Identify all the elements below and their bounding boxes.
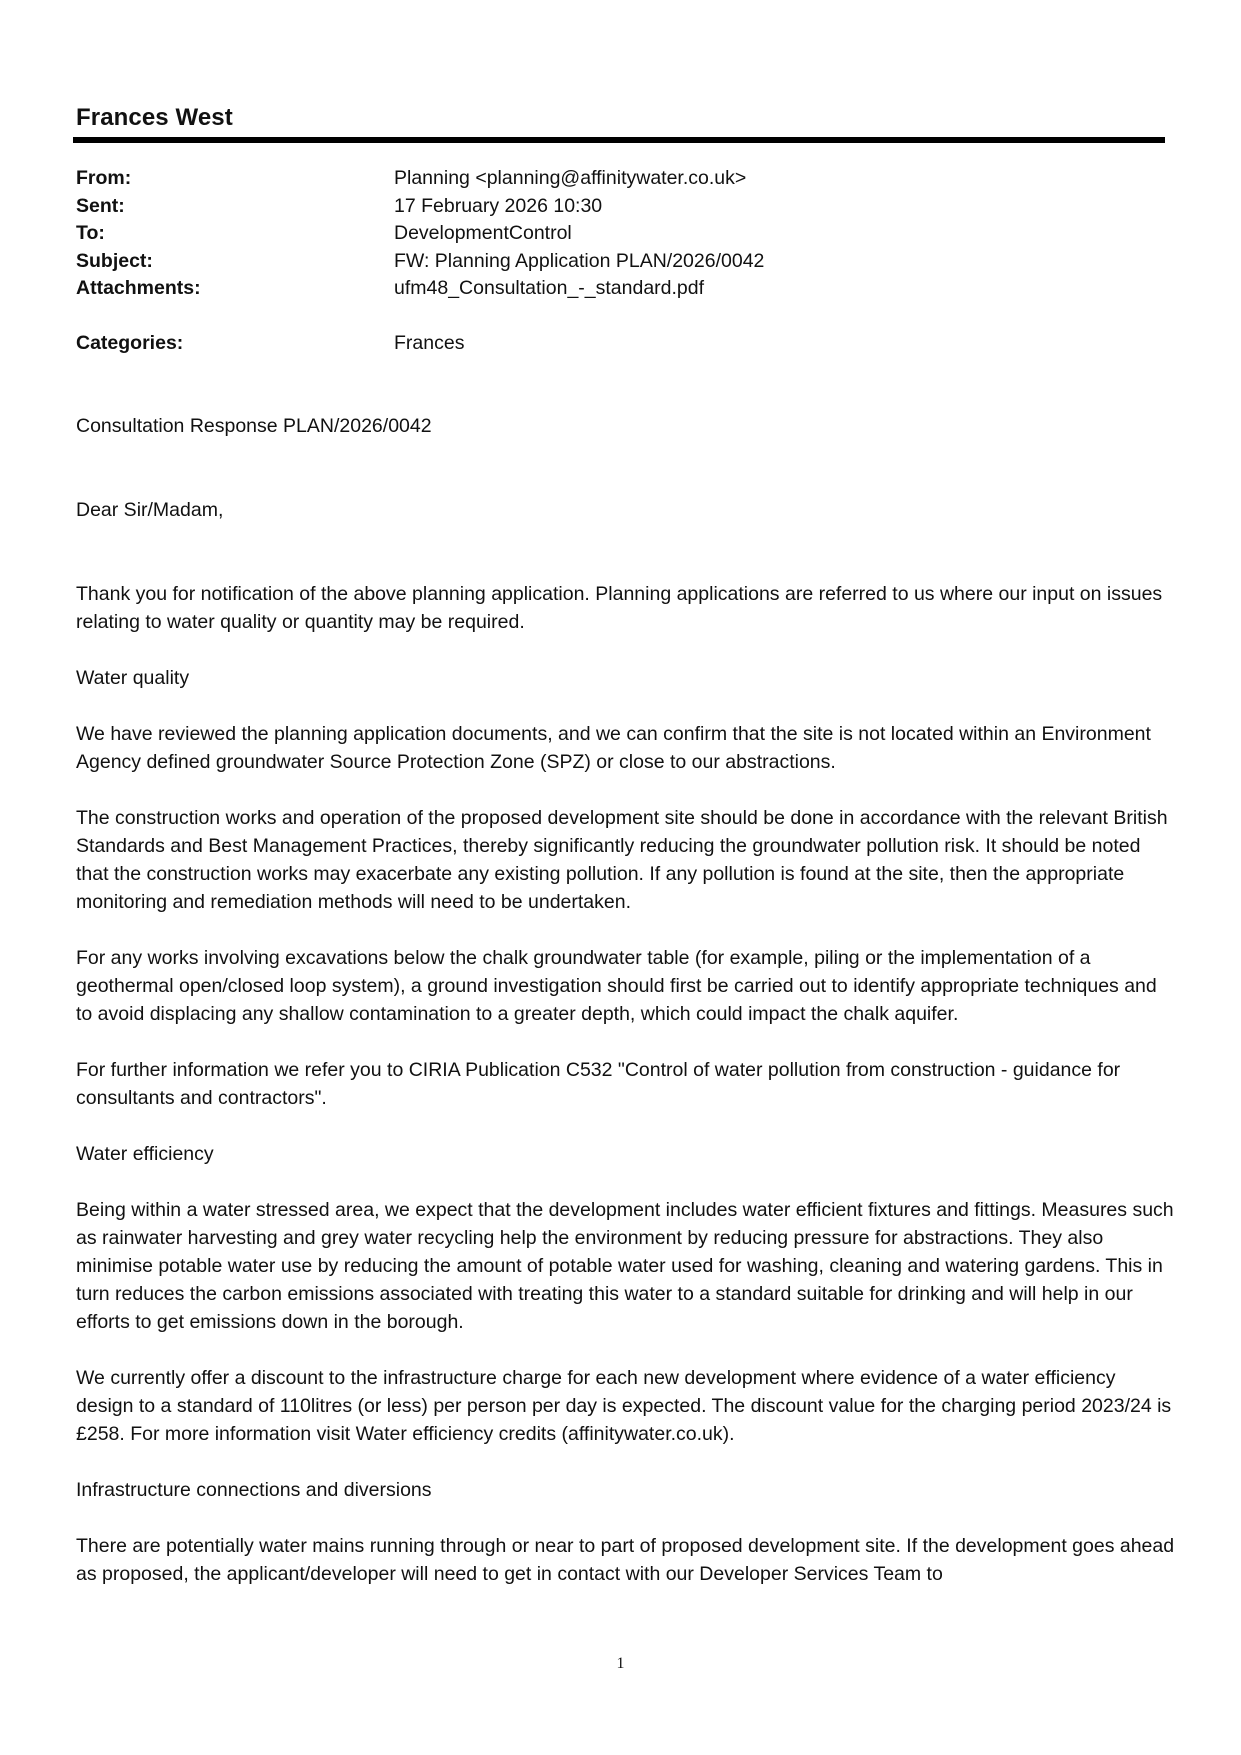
categories-row: [76, 330, 764, 358]
section-heading-water-quality: Water quality: [76, 667, 190, 689]
infrastructure-paragraph-1: There are potentially water mains running through or near to part of proposed development site. If the development goes ahead as proposed, the applicant/developer will need to get in contact with our Developer Services Team to: [76, 1535, 1175, 1585]
attachment-filename: ufm48_Consultation_-_standard.pdf: [394, 277, 705, 299]
water-quality-paragraph-2: The construction works and operation of the proposed development site should be done in accordance with the relevant British Standards and Best Management Practices, thereby significantly reducing the groundwater pollution risk. It should be noted that the construction works may exacerbate any existing pollution. If any pollution is found at the site, then the appropriate monitoring and remediation methods will need to be undertaken.: [76, 807, 1168, 913]
sent-label: Sent:: [76, 194, 125, 217]
from-label: From:: [76, 167, 132, 189]
from-value: Planning <planning@affinitywater.co.uk>: [394, 167, 747, 189]
attachments-label: Attachments:: [76, 277, 201, 299]
email-body: [76, 412, 1176, 1616]
from-row: [76, 165, 764, 193]
intro-paragraph: Thank you for notification of the above planning application. Planning applications are referred to us where our input on issues relating to water quality or quantity may be required.: [76, 583, 1163, 633]
water-quality-paragraph-4: For further information we refer you to CIRIA Publication C532 "Control of water pollution from construction - guidance for consultants and contractors".: [76, 1059, 1121, 1109]
section-heading-infrastructure: Infrastructure connections and diversions: [76, 1479, 432, 1501]
attachments-row: [76, 275, 764, 303]
to-row: [76, 220, 764, 248]
consultation-line: Consultation Response PLAN/2026/0042: [76, 415, 432, 437]
water-efficiency-paragraph-1: Being within a water stressed area, we expect that the development includes water efficient fixtures and fittings. Measures such as rainwater harvesting and grey water recycling help the environment by reducing pressure for abstractions. They also minimise potable water use by reducing the amount of potable water used for washing, cleaning and watering gardens. This in turn reduces the carbon emissions associated with treating this water to a standard suitable for drinking and will help in our efforts to get emissions down in the borough.: [76, 1199, 1174, 1333]
sent-row: [76, 193, 764, 221]
subject-row: [76, 248, 764, 276]
header-divider: [73, 137, 1165, 143]
subject-label: Subject:: [76, 249, 153, 272]
section-heading-water-efficiency: Water efficiency: [76, 1143, 214, 1165]
to-value: DevelopmentControl: [394, 222, 572, 244]
categories-value: Frances: [394, 331, 465, 354]
sender-name: Frances West: [76, 104, 233, 131]
water-efficiency-paragraph-2: We currently offer a discount to the infrastructure charge for each new development where evidence of a water efficiency design to a standard of 110litres (or less) per person per day is expected. The discount value for the charging period 2023/24 is £258. For more information visit Water efficiency credits (affinitywater.co.uk).: [76, 1367, 1172, 1445]
email-header: [76, 165, 764, 357]
greeting: Dear Sir/Madam,: [76, 499, 224, 521]
page-number: 1: [616, 1655, 625, 1672]
water-quality-paragraph-3: For any works involving excavations below the chalk groundwater table (for example, piling or the implementation of a geothermal open/closed loop system), a ground investigation should first be carried out to identify appropriate techniques and to avoid displacing any shallow contamination to a greater depth, which could impact the chalk aquifer.: [76, 947, 1157, 1025]
to-label: To:: [76, 222, 105, 244]
subject-value: FW: Planning Application PLAN/2026/0042: [394, 249, 765, 272]
water-quality-paragraph-1: We have reviewed the planning application documents, and we can confirm that the site is not located within an Environment Agency defined groundwater Source Protection Zone (SPZ) or close to our abstractions.: [76, 723, 1151, 773]
categories-label: Categories:: [76, 331, 184, 354]
sent-value: 17 February 2026 10:30: [394, 194, 603, 217]
